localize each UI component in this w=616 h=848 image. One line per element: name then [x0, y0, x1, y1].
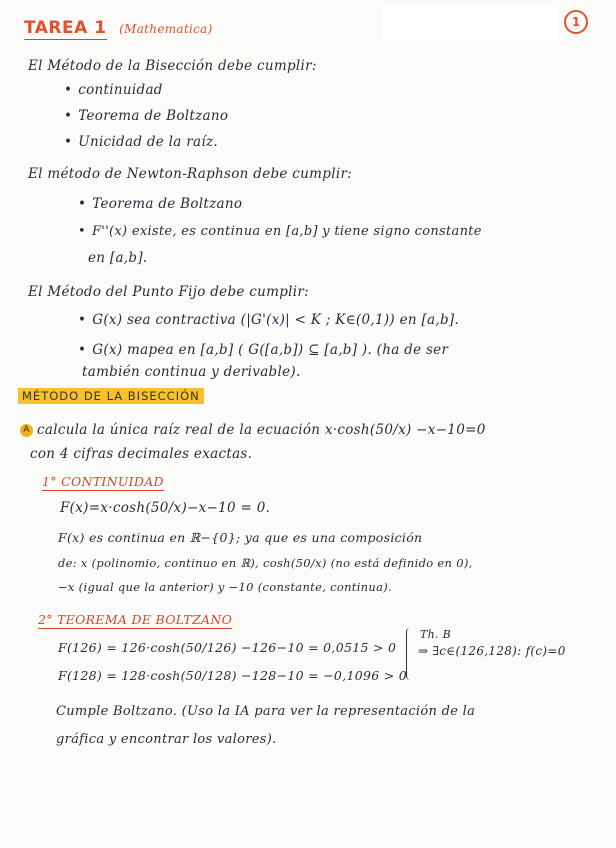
page-subtitle: (Mathematica)	[119, 22, 213, 36]
step1-title: 1° CONTINUIDAD	[42, 474, 164, 489]
step2-title: 2° TEOREMA DE BOLTZANO	[38, 612, 233, 627]
newton-item: • Teorema de Boltzano	[78, 196, 242, 212]
punto-fijo-intro: El Método del Punto Fijo debe cumplir:	[28, 284, 310, 300]
punto-fijo-item: • G(x) sea contractiva (|G'(x)| < K ; K∈(0,1)) en [a,b].	[78, 312, 459, 328]
step2-equation: F(126) = 126·cosh(50/126) −126−10 = 0,0515 > 0	[58, 640, 397, 655]
biseccion-intro: El Método de la Bisección debe cumplir:	[28, 58, 317, 74]
page-number: 1	[571, 15, 581, 29]
problem-line	[20, 422, 486, 438]
newton-intro: El método de Newton-Raphson debe cumplir:	[28, 166, 353, 182]
section-heading: MÉTODO DE LA BISECCIÓN	[18, 388, 204, 404]
step1-equation: F(x)=x·cosh(50/x)−x−10 = 0.	[60, 500, 271, 516]
step2-equation: F(128) = 128·cosh(50/128) −128−10 = −0,1096 > 0	[58, 668, 408, 683]
brace-symbol	[406, 628, 413, 680]
step1-text: de: x (polinomio, continuo en ℝ), cosh(50/x) (no está definido en 0),	[58, 556, 473, 570]
newton-item-cont: en [a,b].	[88, 250, 148, 266]
section-heading-row	[18, 388, 204, 404]
problem-line-2: con 4 cifras decimales exactas.	[30, 446, 253, 462]
conclusion-text: Cumple Boltzano. (Uso la IA para ver la representación de la	[56, 704, 476, 719]
biseccion-item: • Teorema de Boltzano	[64, 108, 228, 124]
conclusion-text: gráfica y encontrar los valores).	[56, 732, 277, 747]
item-a-badge: A	[20, 424, 33, 437]
step1-text: −x (igual que la anterior) y −10 (constante, continua).	[58, 580, 392, 594]
step1-text: F(x) es continua en ℝ−{0}; ya que es una composición	[58, 530, 423, 545]
blank-label-box	[382, 6, 558, 40]
page-title-row	[24, 18, 213, 38]
biseccion-item: • continuidad	[64, 82, 163, 98]
punto-fijo-item-cont: también continua y derivable).	[82, 364, 301, 380]
newton-item: • F''(x) existe, es continua en [a,b] y tiene signo constante	[78, 224, 482, 239]
theorem-label: Th. B	[420, 628, 451, 641]
biseccion-item: • Unicidad de la raíz.	[64, 134, 218, 150]
problem-text: calcula la única raíz real de la ecuación x·cosh(50/x) −x−10=0	[37, 422, 486, 438]
theorem-result: ⇒ ∃c∈(126,128): f(c)=0	[418, 644, 566, 658]
step2-title-row	[38, 612, 232, 627]
step1-title-row	[42, 474, 164, 489]
page-number-badge	[564, 10, 588, 34]
page-title: TAREA 1	[24, 18, 107, 38]
punto-fijo-item: • G(x) mapea en [a,b] ( G([a,b]) ⊆ [a,b] ). (ha de ser	[78, 342, 448, 358]
